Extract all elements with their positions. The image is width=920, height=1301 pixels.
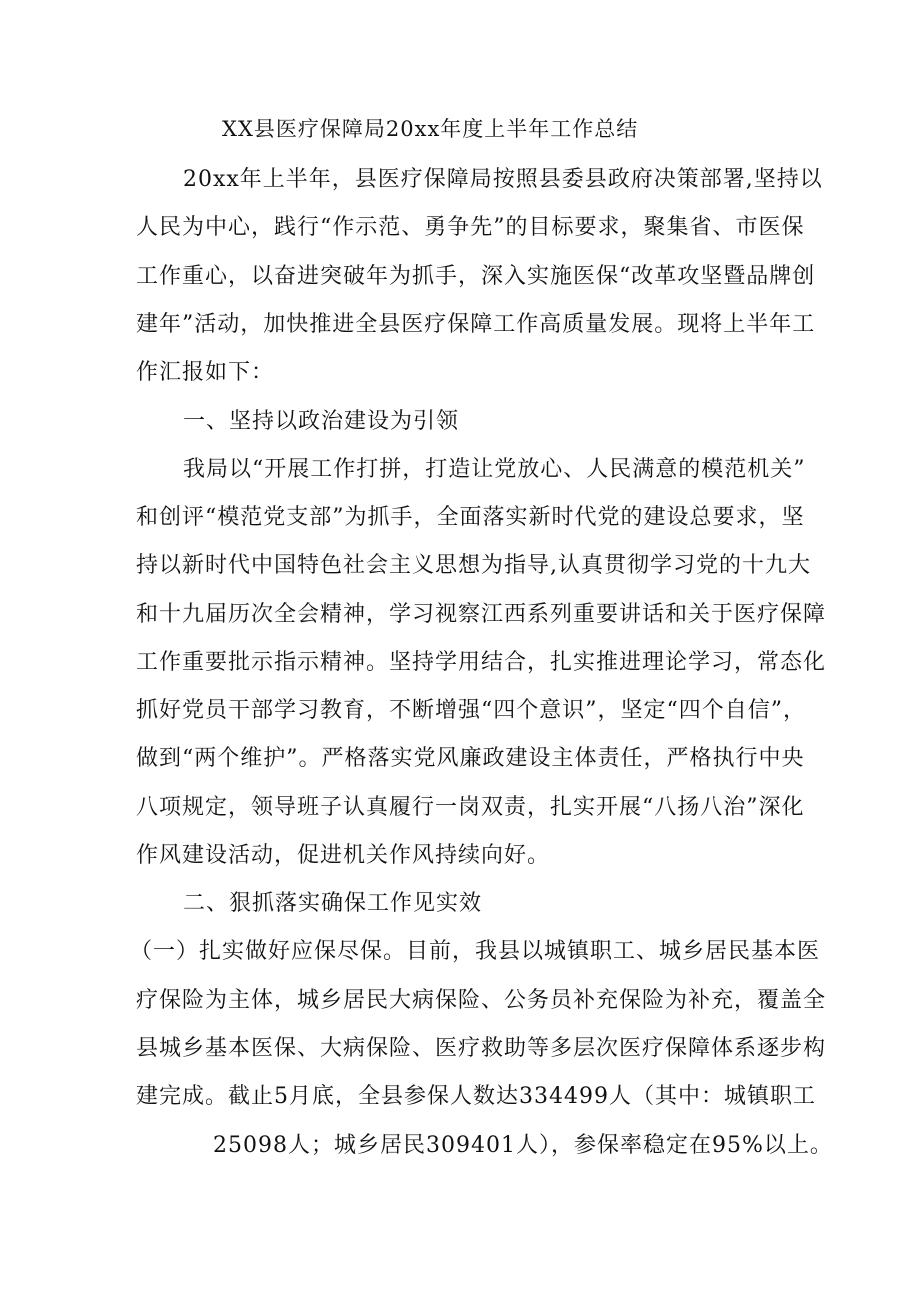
- section1-line-7: 做到“两个维护”。严格落实党风廉政建设主体责任，严格执行中央: [136, 746, 805, 771]
- section2-line-5: 25098人；城乡居民309401人），参保率稳定在95%以上。: [213, 1133, 833, 1158]
- section1-line-9: 作风建设活动，促进机关作风持续向好。: [136, 843, 551, 868]
- section1-line-3: 持以新时代中国特色社会主义思想为指导,认真贯彻学习党的十九大: [136, 553, 811, 578]
- section1-heading: 一、坚持以政治建设为引领: [183, 409, 460, 434]
- section1-line-2: 和创评“模范党支部”为抓手，全面落实新时代党的建设总要求，坚: [136, 505, 805, 530]
- intro-line-4: 建年”活动，加快推进全县医疗保障工作高质量发展。现将上半年工: [136, 312, 816, 337]
- section1-line-1: 我局以“开展工作打拼，打造让党放心、人民满意的模范机关”: [183, 457, 806, 482]
- section2-line-1: （一）扎实做好应保尽保。目前，我县以城镇职工、城乡居民基本医: [130, 939, 821, 964]
- intro-line-1: 20xx年上半年，县医疗保障局按照县委县政府决策部署,坚持以: [183, 167, 823, 192]
- section2-heading: 二、狠抓落实确保工作见实效: [183, 891, 483, 916]
- intro-line-5: 作汇报如下：: [136, 360, 275, 385]
- section1-line-5: 工作重要批示指示精神。坚持学用结合，扎实推进理论学习，常态化: [136, 650, 827, 675]
- intro-line-3: 工作重心，以奋进突破年为抓手，深入实施医保“改革攻坚暨品牌创: [136, 264, 816, 289]
- document-title: XX县医疗保障局20xx年度上半年工作总结: [222, 117, 639, 141]
- intro-line-2: 人民为中心，践行“作示范、勇争先”的目标要求，聚集省、市医保: [136, 215, 805, 240]
- section2-line-3: 县城乡基本医保、大病保险、医疗救助等多层次医疗保障体系逐步构: [136, 1036, 827, 1061]
- section1-line-6: 抓好党员干部学习教育，不断增强“四个意识”，坚定“四个自信”，: [136, 698, 806, 723]
- section1-line-8: 八项规定，领导班子认真履行一岗双责，扎实开展“八扬八治”深化: [136, 795, 805, 820]
- section2-line-2: 疗保险为主体，城乡居民大病保险、公务员补充保险为补充，覆盖全: [136, 988, 827, 1013]
- section2-line-4: 建完成。截止5月底，全县参保人数达334499人（其中：城镇职工: [136, 1084, 816, 1109]
- section1-line-4: 和十九届历次全会精神，学习视察江西系列重要讲话和关于医疗保障: [136, 602, 827, 627]
